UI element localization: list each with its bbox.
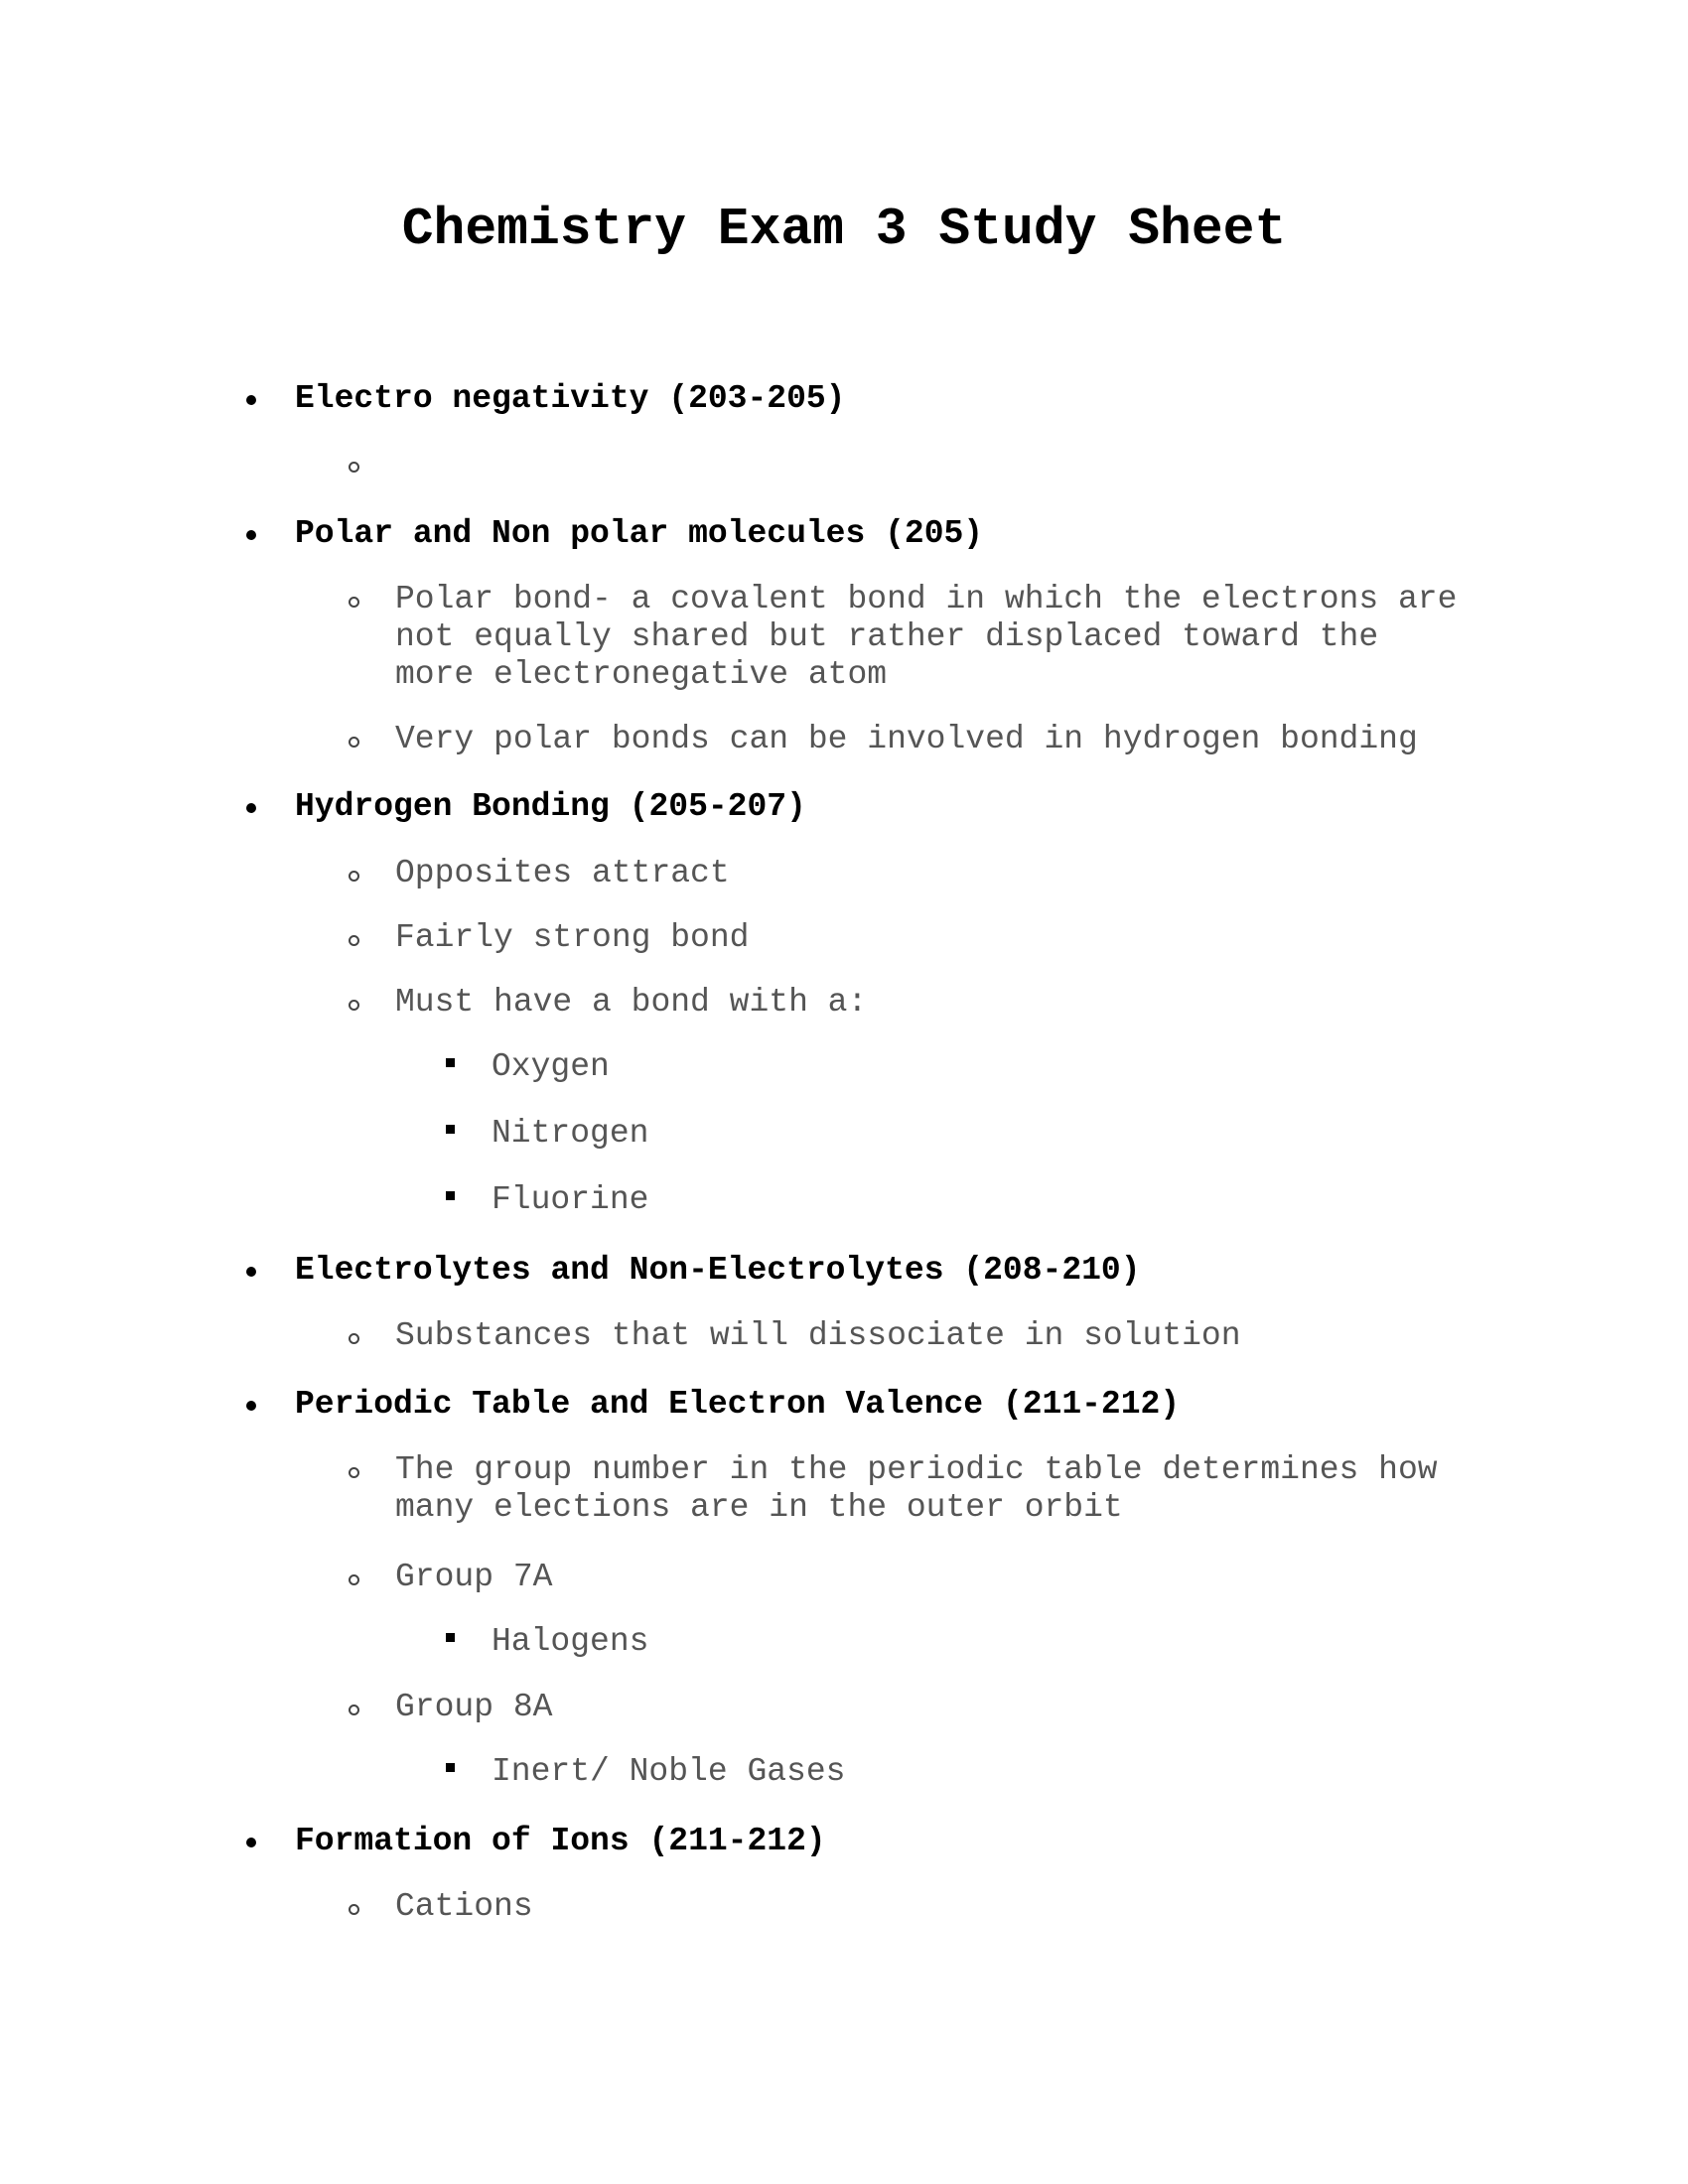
section-heading-ions: Formation of Ions (211-212): [295, 1823, 826, 1859]
sub-list-item: Halogens: [492, 1623, 649, 1660]
section-heading-polar: Polar and Non polar molecules (205): [295, 515, 984, 552]
list-item: Opposites attract: [395, 855, 730, 891]
bullet-icon: [246, 803, 256, 813]
hollow-bullet-icon: [349, 1705, 359, 1715]
section-heading-electrolytes: Electrolytes and Non-Electrolytes (208-210): [295, 1252, 1141, 1289]
list-item: Substances that will dissociate in solution: [395, 1317, 1241, 1354]
sub-list-item: Inert/ Noble Gases: [492, 1753, 846, 1790]
hollow-bullet-icon: [349, 462, 359, 473]
sub-list-item: Fluorine: [492, 1181, 649, 1218]
bullet-icon: [246, 395, 256, 405]
bullet-icon: [246, 1838, 256, 1847]
hollow-bullet-icon: [349, 935, 359, 946]
list-item: Must have a bond with a:: [395, 984, 868, 1021]
hollow-bullet-icon: [349, 597, 359, 608]
hollow-bullet-icon: [349, 737, 359, 748]
hollow-bullet-icon: [349, 1574, 359, 1585]
list-item: Polar bond- a covalent bond in which the electrons are not equally shared but rather displaced toward the more electronegative atom: [395, 581, 1458, 693]
hollow-bullet-icon: [349, 1333, 359, 1344]
section-heading-periodic: Periodic Table and Electron Valence (211-212): [295, 1386, 1181, 1423]
square-bullet-icon: [446, 1191, 455, 1200]
list-item: The group number in the periodic table determines how many elections are in the outer orbit: [395, 1451, 1438, 1526]
sub-list-item: Nitrogen: [492, 1115, 649, 1152]
square-bullet-icon: [446, 1058, 455, 1067]
square-bullet-icon: [446, 1763, 455, 1772]
bullet-icon: [246, 530, 256, 540]
list-item: Group 7A: [395, 1559, 553, 1595]
list-item: Very polar bonds can be involved in hydrogen bonding: [395, 721, 1418, 757]
page-title: Chemistry Exam 3 Study Sheet: [401, 200, 1287, 259]
hollow-bullet-icon: [349, 1904, 359, 1915]
bullet-icon: [246, 1267, 256, 1277]
list-item: Group 8A: [395, 1689, 553, 1725]
bullet-icon: [246, 1401, 256, 1411]
hollow-bullet-icon: [349, 871, 359, 882]
square-bullet-icon: [446, 1633, 455, 1642]
square-bullet-icon: [446, 1125, 455, 1134]
section-heading-electronegativity: Electro negativity (203-205): [295, 380, 846, 417]
list-item: Cations: [395, 1888, 533, 1925]
section-heading-hydrogen: Hydrogen Bonding (205-207): [295, 788, 806, 825]
hollow-bullet-icon: [349, 1000, 359, 1011]
hollow-bullet-icon: [349, 1467, 359, 1478]
sub-list-item: Oxygen: [492, 1048, 610, 1085]
list-item: Fairly strong bond: [395, 919, 750, 956]
